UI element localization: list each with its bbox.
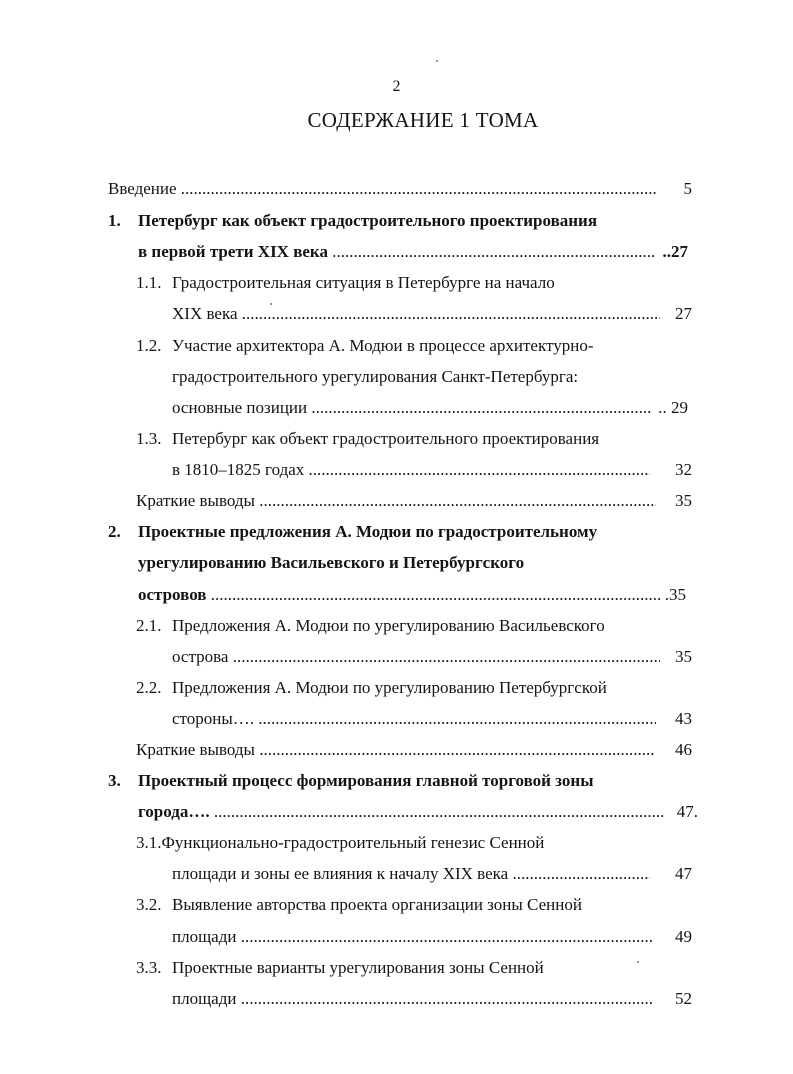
toc-section-3-1-cont: площади и зоны ее влияния к началу XIX века ..... [172,862,650,886]
page-number: 2 [392,78,401,95]
toc-section-1-3 [136,427,676,451]
toc-page-number: 46 [658,738,692,762]
toc-page-number: 32 [654,458,692,482]
section-title: Петербург как объект градостроительного проектирования [172,429,600,448]
toc-page-number: 5 [660,177,692,201]
toc-section-3-2-cont: площади ..... [172,925,654,949]
toc-chapter-1-cont: в первой трети XIX века ..... [138,240,662,264]
toc-chapter-3-cont: города…. ..... [138,800,664,824]
toc-page-number: 35 [664,645,692,669]
toc-summary-2: Краткие выводы ..... [136,738,654,762]
section-title: Проектные варианты урегулирования зоны Сенной [172,958,544,977]
chapter-number: 3. [108,771,121,790]
section-number: 1.2. [136,336,162,355]
toc-page-number: ..27 [654,240,688,264]
toc-page-number: 27 [664,302,692,326]
section-number: 3.2. [136,895,162,914]
section-number: 2.2. [136,678,162,697]
toc-section-3-3 [136,956,676,980]
toc-section-1-1 [136,271,676,295]
section-title: Градостроительная ситуация в Петербурге на начало [172,273,555,292]
toc-page-number: 52 [658,987,692,1011]
section-number: 3.3. [136,958,162,977]
toc-section-3-2 [136,893,676,917]
toc-summary-1: Краткие выводы ..... [136,489,656,513]
toc-chapter-2-cont: урегулированию Васильевского и Петербургского [138,553,525,572]
toc-section-1-2-cont2: основные позиции ..... [172,396,652,420]
toc-page-number: 47 [654,862,692,886]
toc-section-3-3-cont: площади ..... [172,987,654,1011]
toc-chapter-1 [108,209,668,233]
toc-page-number: 43 [660,707,692,731]
toc-section-2-1-cont: острова ..... [172,645,660,669]
toc-section-2-1 [136,614,676,638]
scan-speck [270,303,272,305]
section-number: 1.3. [136,429,162,448]
chapter-number: 1. [108,211,121,230]
section-title: Предложения А. Модюи по урегулированию Петербургской [172,678,607,697]
toc-page-number: 49 [658,925,692,949]
scan-speck [637,961,639,963]
toc-section-1-2 [136,334,676,358]
toc-entry-introduction: Введение ..... [108,177,656,201]
section-number: 1.1. [136,273,162,292]
toc-section-3-1: 3.1.Функционально-градостроительный генезис Сенной [136,833,545,852]
chapter-title: Петербург как объект градостроительного проектирования [138,211,598,230]
toc-section-1-2-cont: градостроительного урегулирования Санкт-Петербурга: [172,367,579,386]
section-title: Выявление авторства проекта организации зоны Сенной [172,895,582,914]
toc-page-number: 47. [666,800,698,824]
document-title: СОДЕРЖАНИЕ 1 ТОМА [307,108,539,132]
chapter-number: 2. [108,522,121,541]
toc-section-2-2 [136,676,676,700]
section-title: Участие архитектора А. Модюи в процессе архитектурно- [172,336,594,355]
section-number: 2.1. [136,616,162,635]
toc-page-number: .. 29 [656,396,688,420]
section-title: Предложения А. Модюи по урегулированию Васильевского [172,616,605,635]
toc-chapter-2-cont2: островов ..... [138,583,660,607]
scan-speck [436,60,438,62]
toc-section-2-2-cont: стороны…. ..... [172,707,656,731]
chapter-title: Проектный процесс формирования главной торговой зоны [138,771,594,790]
chapter-title: Проектные предложения А. Модюи по градостроительному [138,522,598,541]
toc-chapter-2 [108,520,668,544]
toc-section-1-1-cont: XIX века ..... [172,302,660,326]
toc-section-1-3-cont: в 1810–1825 годах ..... [172,458,650,482]
toc-page-number: .35 [660,583,686,607]
toc-chapter-3 [108,769,668,793]
toc-page-number: 35 [660,489,692,513]
